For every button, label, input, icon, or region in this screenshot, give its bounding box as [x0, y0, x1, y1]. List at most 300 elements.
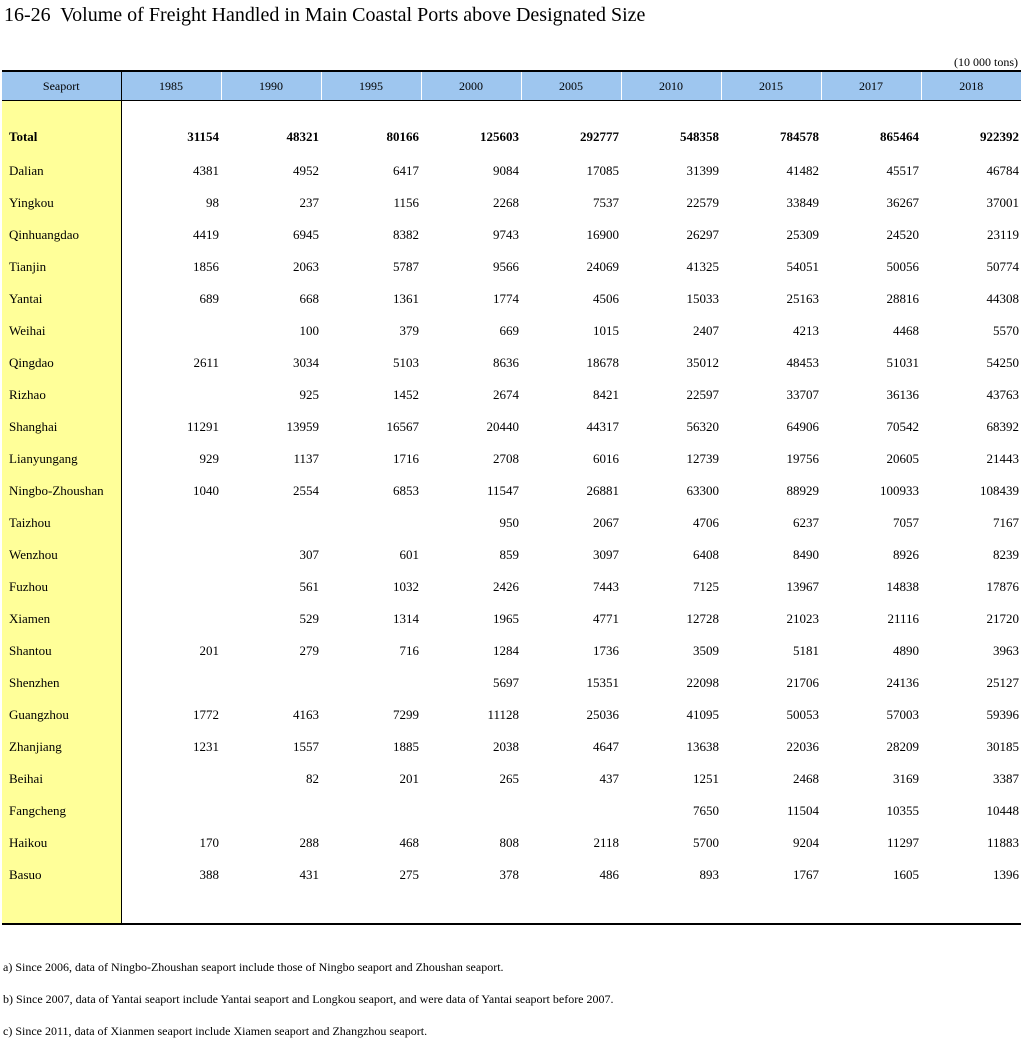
- freight-value: 4890: [893, 643, 919, 658]
- freight-value: 25127: [986, 675, 1019, 690]
- freight-value: 689: [199, 291, 219, 306]
- freight-value: 925: [299, 387, 319, 402]
- freight-value: 19756: [786, 451, 819, 466]
- spacer-cell: [121, 101, 221, 120]
- seaport-name: Rizhao: [2, 379, 121, 411]
- freight-value: 26297: [686, 227, 719, 242]
- freight-value: 41095: [686, 707, 719, 722]
- freight-value: 4163: [293, 707, 319, 722]
- table-row: [2, 347, 1021, 379]
- freight-value: 288: [299, 835, 319, 850]
- freight-value: 100: [299, 323, 319, 338]
- freight-value: 4771: [593, 611, 619, 626]
- freight-value: [121, 603, 221, 635]
- seaport-name: Wenzhou: [2, 539, 121, 571]
- table-row: [2, 539, 1021, 571]
- freight-value: 26881: [586, 483, 619, 498]
- freight-value: 11504: [786, 803, 819, 818]
- freight-value: 8239: [993, 547, 1019, 562]
- freight-value: 7537: [593, 195, 619, 210]
- freight-value: 1015: [593, 323, 619, 338]
- freight-value: 21443: [986, 451, 1019, 466]
- table-row: [2, 731, 1021, 763]
- freight-value: 2407: [693, 323, 719, 338]
- freight-value: 3963: [993, 643, 1019, 658]
- freight-value: 2268: [493, 195, 519, 210]
- freight-value: 5181: [793, 643, 819, 658]
- freight-value: 468: [399, 835, 419, 850]
- spacer-cell: [521, 101, 621, 120]
- freight-value: 8926: [893, 547, 919, 562]
- freight-value: 12739: [686, 451, 719, 466]
- freight-value: 10448: [986, 803, 1019, 818]
- freight-value: 22036: [786, 739, 819, 754]
- freight-value: 716: [399, 643, 419, 658]
- seaport-name: Qingdao: [2, 347, 121, 379]
- seaport-name: Ningbo-Zhoushan: [2, 475, 121, 507]
- freight-value: [121, 379, 221, 411]
- freight-value: 1767: [793, 867, 819, 882]
- freight-value: 20440: [486, 419, 519, 434]
- freight-value: 21706: [786, 675, 819, 690]
- freight-value: 7443: [593, 579, 619, 594]
- freight-value: 5787: [393, 259, 419, 274]
- freight-value: 1361: [393, 291, 419, 306]
- freight-value: 54250: [986, 355, 1019, 370]
- spacer-cell: [2, 891, 121, 924]
- freight-value: 46784: [986, 163, 1019, 178]
- freight-value: 265: [499, 771, 519, 786]
- freight-value: 1736: [593, 643, 619, 658]
- freight-value: 1856: [193, 259, 219, 274]
- seaport-name: Weihai: [2, 315, 121, 347]
- freight-value: 50056: [886, 259, 919, 274]
- freight-value: [121, 539, 221, 571]
- freight-value: 201: [399, 771, 419, 786]
- freight-value: 41325: [686, 259, 719, 274]
- seaport-name: Beihai: [2, 763, 121, 795]
- freight-value: 35012: [686, 355, 719, 370]
- freight-value: 4647: [593, 739, 619, 754]
- seaport-name: Total: [2, 119, 121, 155]
- freight-value: 5103: [393, 355, 419, 370]
- freight-value: 51031: [886, 355, 919, 370]
- freight-value: 28209: [886, 739, 919, 754]
- freight-value: 388: [199, 867, 219, 882]
- freight-value: 5570: [993, 323, 1019, 338]
- freight-value: 279: [299, 643, 319, 658]
- freight-value: 50053: [786, 707, 819, 722]
- freight-value: 378: [499, 867, 519, 882]
- freight-value: 20605: [886, 451, 919, 466]
- freight-value: 1156: [393, 195, 419, 210]
- footnote: b) Since 2007, data of Yantai seaport include Yantai seaport and Longkou seaport, and were data of Yantai seaport before 2007.: [3, 992, 614, 1006]
- seaport-name: Shanghai: [2, 411, 121, 443]
- spacer-cell: [221, 891, 321, 924]
- freight-value: 431: [299, 867, 319, 882]
- table-body: [2, 101, 1021, 925]
- freight-value: 36136: [886, 387, 919, 402]
- table-row: [2, 667, 1021, 699]
- freight-value: 24136: [886, 675, 919, 690]
- freight-value: 379: [399, 323, 419, 338]
- freight-value: 4506: [593, 291, 619, 306]
- freight-value: 1965: [493, 611, 519, 626]
- freight-value: 7057: [893, 515, 919, 530]
- freight-value: 21023: [786, 611, 819, 626]
- freight-value: 48453: [786, 355, 819, 370]
- table-row: [2, 411, 1021, 443]
- seaport-name: Shenzhen: [2, 667, 121, 699]
- freight-value: 13959: [286, 419, 319, 434]
- freight-value: 88929: [786, 483, 819, 498]
- freight-value: 50774: [986, 259, 1019, 274]
- freight-value: 1032: [393, 579, 419, 594]
- spacer-cell: [221, 101, 321, 120]
- freight-value: 13967: [786, 579, 819, 594]
- freight-value: 784578: [780, 129, 819, 144]
- spacer-cell: [921, 101, 1021, 120]
- freight-value: 668: [299, 291, 319, 306]
- freight-value: 3509: [693, 643, 719, 658]
- freight-value: 21116: [887, 611, 919, 626]
- spacer-cell: [121, 891, 221, 924]
- seaport-name: Dalian: [2, 155, 121, 187]
- freight-value: [121, 667, 221, 699]
- freight-value: 80166: [386, 129, 419, 144]
- seaport-name: Tianjin: [2, 251, 121, 283]
- freight-value: 548358: [680, 129, 719, 144]
- freight-value: 7125: [693, 579, 719, 594]
- column-header-year: 1990: [221, 71, 321, 101]
- seaport-name: Fangcheng: [2, 795, 121, 827]
- freight-value: 1716: [393, 451, 419, 466]
- table-row: [2, 603, 1021, 635]
- freight-value: 4706: [693, 515, 719, 530]
- freight-value: 23119: [986, 227, 1019, 242]
- table-row: [2, 219, 1021, 251]
- table-row: [2, 571, 1021, 603]
- freight-value: 30185: [986, 739, 1019, 754]
- column-header-year: 2000: [421, 71, 521, 101]
- freight-value: 1885: [393, 739, 419, 754]
- freight-value: 486: [599, 867, 619, 882]
- footnote: c) Since 2011, data of Xianmen seaport include Xiamen seaport and Zhangzhou seaport.: [3, 1024, 428, 1038]
- freight-value: 17085: [586, 163, 619, 178]
- freight-value: 922392: [980, 129, 1019, 144]
- freight-value: 201: [199, 643, 219, 658]
- freight-value: 1396: [993, 867, 1019, 882]
- freight-value: 15351: [586, 675, 619, 690]
- seaport-name: Qinhuangdao: [2, 219, 121, 251]
- freight-value: 2426: [493, 579, 519, 594]
- column-header-year: 2018: [921, 71, 1021, 101]
- column-header-year: 1985: [121, 71, 221, 101]
- freight-value: 7299: [393, 707, 419, 722]
- freight-value: [121, 571, 221, 603]
- column-header-year: 2015: [721, 71, 821, 101]
- freight-value: 22579: [686, 195, 719, 210]
- freight-value: 2674: [493, 387, 519, 402]
- freight-value: 13638: [686, 739, 719, 754]
- freight-value: 44317: [586, 419, 619, 434]
- spacer-cell: [821, 101, 921, 120]
- freight-table: [2, 70, 1021, 925]
- freight-value: 44308: [986, 291, 1019, 306]
- table-row: [2, 443, 1021, 475]
- freight-value: 8636: [493, 355, 519, 370]
- table-row: [2, 283, 1021, 315]
- freight-value: 2611: [193, 355, 219, 370]
- freight-value: [321, 795, 421, 827]
- freight-value: 1231: [193, 739, 219, 754]
- table-row: [2, 251, 1021, 283]
- freight-value: 25163: [786, 291, 819, 306]
- freight-value: 529: [299, 611, 319, 626]
- freight-value: 6237: [793, 515, 819, 530]
- freight-value: 865464: [880, 129, 919, 144]
- column-header-year: 1995: [321, 71, 421, 101]
- freight-value: 5697: [493, 675, 519, 690]
- freight-value: 437: [599, 771, 619, 786]
- freight-value: 2118: [593, 835, 619, 850]
- freight-value: 2708: [493, 451, 519, 466]
- freight-value: 2468: [793, 771, 819, 786]
- unit-label: (10 000 tons): [954, 55, 1018, 69]
- freight-value: 63300: [686, 483, 719, 498]
- freight-value: 8382: [393, 227, 419, 242]
- freight-value: 6945: [293, 227, 319, 242]
- freight-value: 8421: [593, 387, 619, 402]
- table-row: [2, 187, 1021, 219]
- freight-value: 125603: [480, 129, 519, 144]
- freight-value: 275: [399, 867, 419, 882]
- freight-value: 4952: [293, 163, 319, 178]
- freight-value: 33707: [786, 387, 819, 402]
- freight-value: 18678: [586, 355, 619, 370]
- freight-value: 14838: [886, 579, 919, 594]
- freight-value: 11547: [486, 483, 519, 498]
- freight-value: [121, 315, 221, 347]
- freight-value: 1452: [393, 387, 419, 402]
- freight-value: 1137: [293, 451, 319, 466]
- freight-value: 8490: [793, 547, 819, 562]
- freight-value: 9743: [493, 227, 519, 242]
- freight-value: 31154: [187, 129, 219, 144]
- column-header-year: 2017: [821, 71, 921, 101]
- freight-value: 15033: [686, 291, 719, 306]
- table-header-row: [2, 71, 1021, 101]
- spacer-cell: [621, 891, 721, 924]
- freight-value: 12728: [686, 611, 719, 626]
- freight-value: 9204: [793, 835, 819, 850]
- freight-value: 56320: [686, 419, 719, 434]
- seaport-name: Xiamen: [2, 603, 121, 635]
- seaport-name: Yingkou: [2, 187, 121, 219]
- spacer-cell: [821, 891, 921, 924]
- freight-value: 929: [199, 451, 219, 466]
- freight-value: 307: [299, 547, 319, 562]
- freight-value: 100933: [880, 483, 919, 498]
- seaport-name: Fuzhou: [2, 571, 121, 603]
- freight-value: 2038: [493, 739, 519, 754]
- freight-value: 17876: [986, 579, 1019, 594]
- spacer-cell: [421, 891, 521, 924]
- freight-value: 5700: [693, 835, 719, 850]
- freight-value: 36267: [886, 195, 919, 210]
- page-title: 16-26 Volume of Freight Handled in Main Coastal Ports above Designated Size: [4, 4, 646, 26]
- freight-value: 43763: [986, 387, 1019, 402]
- spacer-cell: [921, 891, 1021, 924]
- freight-value: 7650: [693, 803, 719, 818]
- freight-value: 4419: [193, 227, 219, 242]
- freight-value: 4213: [793, 323, 819, 338]
- freight-value: 41482: [786, 163, 819, 178]
- freight-value: 28816: [886, 291, 919, 306]
- freight-value: 82: [306, 771, 319, 786]
- freight-value: 25309: [786, 227, 819, 242]
- spacer-cell: [521, 891, 621, 924]
- spacer-cell: [721, 101, 821, 120]
- freight-value: 37001: [986, 195, 1019, 210]
- freight-value: 3097: [593, 547, 619, 562]
- freight-value: 3169: [893, 771, 919, 786]
- freight-value: 1040: [193, 483, 219, 498]
- freight-value: 893: [699, 867, 719, 882]
- freight-value: 54051: [786, 259, 819, 274]
- column-header-year: 2005: [521, 71, 621, 101]
- table-row: [2, 507, 1021, 539]
- freight-value: 98: [206, 195, 219, 210]
- freight-value: 11297: [886, 835, 919, 850]
- freight-value: 170: [199, 835, 219, 850]
- freight-value: 950: [499, 515, 519, 530]
- freight-table-container: [2, 70, 1020, 925]
- freight-value: [421, 795, 521, 827]
- freight-value: 669: [499, 323, 519, 338]
- freight-value: 22098: [686, 675, 719, 690]
- table-row: [2, 379, 1021, 411]
- spacer-cell: [321, 891, 421, 924]
- freight-value: [221, 795, 321, 827]
- table-row: [2, 635, 1021, 667]
- table-bottom-row: [2, 891, 1021, 924]
- table-row: [2, 859, 1021, 891]
- freight-value: 59396: [986, 707, 1019, 722]
- freight-value: 22597: [686, 387, 719, 402]
- freight-value: 57003: [886, 707, 919, 722]
- seaport-name: Haikou: [2, 827, 121, 859]
- freight-value: 1774: [493, 291, 519, 306]
- freight-value: 237: [299, 195, 319, 210]
- freight-value: 6408: [693, 547, 719, 562]
- seaport-name: Lianyungang: [2, 443, 121, 475]
- footnote: a) Since 2006, data of Ningbo-Zhoushan seaport include those of Ningbo seaport and Zhoushan seaport.: [3, 960, 504, 974]
- seaport-name: Yantai: [2, 283, 121, 315]
- freight-value: 10355: [886, 803, 919, 818]
- freight-value: 4468: [893, 323, 919, 338]
- freight-value: 2063: [293, 259, 319, 274]
- freight-value: 33849: [786, 195, 819, 210]
- freight-value: 859: [499, 547, 519, 562]
- freight-value: [121, 795, 221, 827]
- freight-value: 561: [299, 579, 319, 594]
- freight-value: 9566: [493, 259, 519, 274]
- column-header-seaport: Seaport: [2, 71, 121, 101]
- freight-value: [221, 507, 321, 539]
- freight-value: 21720: [986, 611, 1019, 626]
- freight-value: 68392: [986, 419, 1019, 434]
- freight-value: [121, 507, 221, 539]
- freight-value: 1557: [293, 739, 319, 754]
- freight-value: [321, 667, 421, 699]
- spacer-row: [2, 101, 1021, 120]
- seaport-name: Guangzhou: [2, 699, 121, 731]
- freight-value: 9084: [493, 163, 519, 178]
- freight-value: 1314: [393, 611, 419, 626]
- freight-value: 70542: [886, 419, 919, 434]
- table-row: [2, 475, 1021, 507]
- freight-value: 24069: [586, 259, 619, 274]
- freight-value: 31399: [686, 163, 719, 178]
- freight-value: 11291: [186, 419, 219, 434]
- column-header-year: 2010: [621, 71, 721, 101]
- freight-value: 64906: [786, 419, 819, 434]
- seaport-name: Zhanjiang: [2, 731, 121, 763]
- freight-value: 6853: [393, 483, 419, 498]
- seaport-name: Basuo: [2, 859, 121, 891]
- spacer-cell: [321, 101, 421, 120]
- freight-value: 2067: [593, 515, 619, 530]
- freight-value: 808: [499, 835, 519, 850]
- table-row: [2, 763, 1021, 795]
- freight-value: 4381: [193, 163, 219, 178]
- freight-value: 2554: [293, 483, 319, 498]
- freight-value: 48321: [286, 129, 319, 144]
- freight-value: 601: [399, 547, 419, 562]
- freight-value: [321, 507, 421, 539]
- seaport-name: Taizhou: [2, 507, 121, 539]
- freight-value: 6417: [393, 163, 419, 178]
- freight-value: 1772: [193, 707, 219, 722]
- table-row: [2, 315, 1021, 347]
- freight-value: 25036: [586, 707, 619, 722]
- total-row: [2, 119, 1021, 155]
- table-row: [2, 795, 1021, 827]
- spacer-cell: [2, 101, 121, 120]
- freight-value: 24520: [886, 227, 919, 242]
- spacer-cell: [721, 891, 821, 924]
- freight-value: 11128: [487, 707, 519, 722]
- freight-value: 16567: [386, 419, 419, 434]
- freight-value: 7167: [993, 515, 1019, 530]
- freight-value: 3387: [993, 771, 1019, 786]
- freight-value: 3034: [293, 355, 319, 370]
- freight-value: 45517: [886, 163, 919, 178]
- freight-value: 108439: [980, 483, 1019, 498]
- freight-value: 1284: [493, 643, 519, 658]
- spacer-cell: [421, 101, 521, 120]
- freight-value: 6016: [593, 451, 619, 466]
- table-row: [2, 155, 1021, 187]
- table-row: [2, 699, 1021, 731]
- freight-value: 11883: [986, 835, 1019, 850]
- freight-value: [121, 763, 221, 795]
- freight-value: 292777: [580, 129, 619, 144]
- seaport-name: Shantou: [2, 635, 121, 667]
- freight-value: [221, 667, 321, 699]
- freight-value: 1605: [893, 867, 919, 882]
